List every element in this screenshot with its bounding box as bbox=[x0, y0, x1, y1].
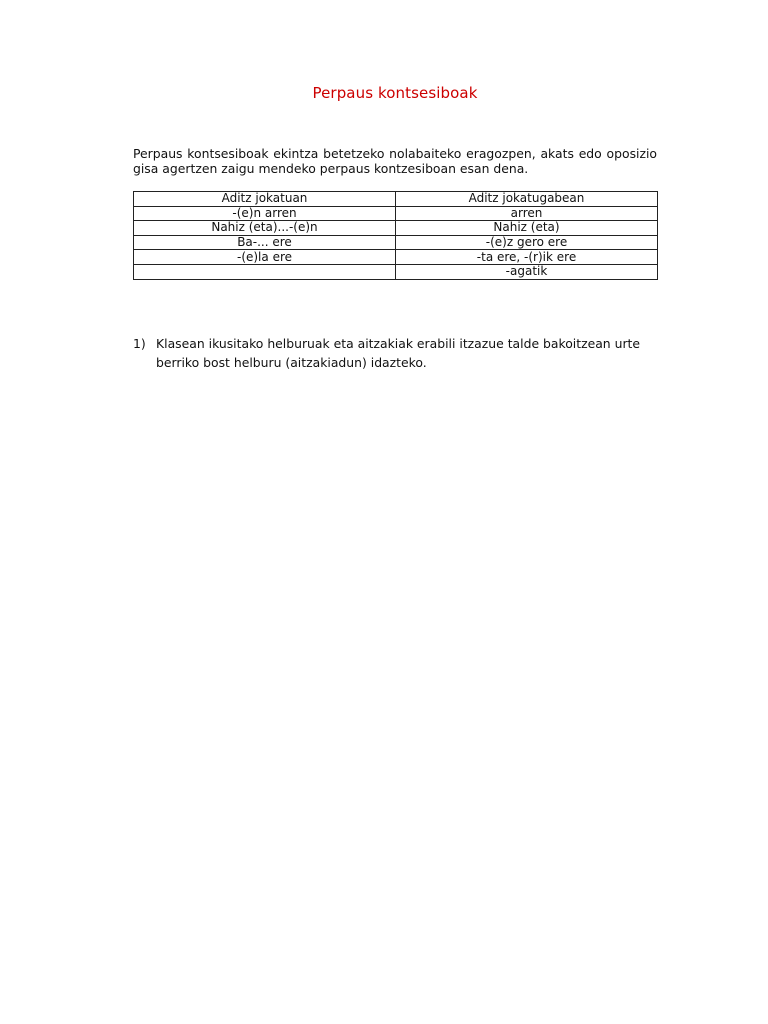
table-cell: Nahiz (eta) bbox=[396, 221, 658, 236]
table-cell: -(e)z gero ere bbox=[396, 235, 658, 250]
table-cell: Nahiz (eta)...-(e)n bbox=[134, 221, 396, 236]
table-row bbox=[134, 206, 658, 221]
concessive-table bbox=[133, 191, 658, 280]
table-row bbox=[134, 235, 658, 250]
table-cell: -ta ere, -(r)ik ere bbox=[396, 250, 658, 265]
column-header-nonfinite: Aditz jokatugabean bbox=[396, 192, 658, 207]
exercise-text: Klasean ikusitako helburuak eta aitzakiak erabili itzazue talde bakoitzean urte berriko bost helburu (aitzakiadun) idazteko. bbox=[156, 336, 641, 370]
table-cell: -agatik bbox=[396, 264, 658, 279]
page-title: Perpaus kontsesiboak bbox=[312, 84, 478, 102]
table-cell: -(e)la ere bbox=[134, 250, 396, 265]
table-row bbox=[134, 221, 658, 236]
table-cell: arren bbox=[396, 206, 658, 221]
table-header-row bbox=[134, 192, 658, 207]
intro-paragraph: Perpaus kontsesiboak ekintza betetzeko nolabaiteko eragozpen, akats edo oposizio gisa agertzen zaigu mendeko perpaus kontzesiboan esan dena. bbox=[133, 146, 657, 176]
table-cell bbox=[134, 264, 396, 279]
table-row bbox=[134, 250, 658, 265]
table-row bbox=[134, 264, 658, 279]
exercise-item bbox=[133, 334, 653, 372]
exercise-number: 1) bbox=[133, 336, 146, 351]
table-cell: -(e)n arren bbox=[134, 206, 396, 221]
table-cell: Ba-... ere bbox=[134, 235, 396, 250]
column-header-finite: Aditz jokatuan bbox=[134, 192, 396, 207]
